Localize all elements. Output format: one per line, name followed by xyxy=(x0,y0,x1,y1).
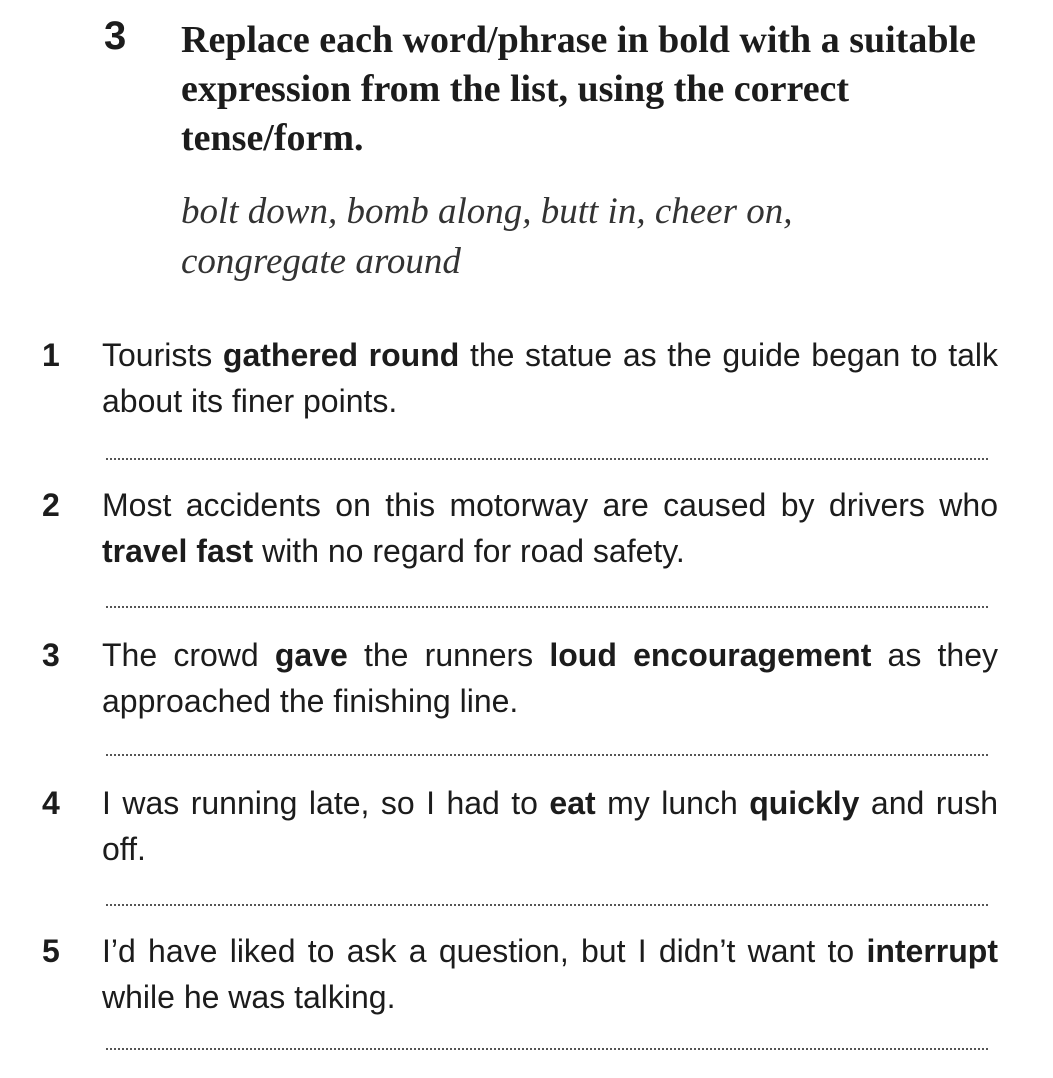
item-number: 1 xyxy=(42,337,60,373)
item-number: 3 xyxy=(42,637,60,673)
sentence-text: Tourists xyxy=(102,337,223,373)
bold-phrase: travel fast xyxy=(102,533,254,569)
item-sentence xyxy=(102,482,998,574)
bold-phrase: gathered round xyxy=(222,337,460,373)
bold-phrase: interrupt xyxy=(866,933,998,969)
sentence-text: Most accidents on this motorway are caused by drivers who xyxy=(102,487,998,523)
list-item xyxy=(0,632,1053,782)
item-number: 4 xyxy=(42,785,60,821)
list-item xyxy=(0,332,1053,482)
answer-blank[interactable] xyxy=(106,606,988,608)
bold-phrase: quickly xyxy=(749,785,860,821)
sentence-text: the statue as the guide began to talk about its finer points. xyxy=(102,337,999,419)
sentence-text: the runners xyxy=(347,637,550,673)
item-sentence xyxy=(102,928,998,1020)
item-number: 2 xyxy=(42,487,60,523)
answer-blank[interactable] xyxy=(106,1048,988,1050)
answer-blank[interactable] xyxy=(106,458,988,460)
item-sentence xyxy=(102,780,998,872)
answer-blank[interactable] xyxy=(106,904,988,906)
sentence-text: with no regard for road safety. xyxy=(253,533,685,569)
sentence-text: I was running late, so I had to xyxy=(102,785,550,821)
list-item xyxy=(0,780,1053,930)
list-item xyxy=(0,482,1053,632)
bold-phrase: loud encouragement xyxy=(549,637,872,673)
sentence-text: as they approached the finishing line. xyxy=(102,637,999,719)
list-item xyxy=(0,928,1053,1078)
exercise-instructions: Replace each word/phrase in bold with a suitable expression from the list, using the correct tense/form. xyxy=(181,19,976,159)
sentence-text: my lunch xyxy=(595,785,750,821)
sentence-text: The crowd xyxy=(102,637,275,673)
answer-blank[interactable] xyxy=(106,754,988,756)
sentence-text: I’d have liked to ask a question, but I didn’t want to xyxy=(102,933,867,969)
sentence-text: while he was talking. xyxy=(102,979,396,1015)
bold-phrase: gave xyxy=(274,637,348,673)
sentence-text: and rush off. xyxy=(102,785,998,867)
item-sentence xyxy=(102,632,998,724)
bold-phrase: eat xyxy=(549,785,596,821)
item-sentence xyxy=(102,332,998,424)
word-list: bolt down, bomb along, butt in, cheer on, congregate around xyxy=(181,191,793,282)
exercise-number: 3 xyxy=(104,14,127,58)
item-number: 5 xyxy=(42,933,60,969)
